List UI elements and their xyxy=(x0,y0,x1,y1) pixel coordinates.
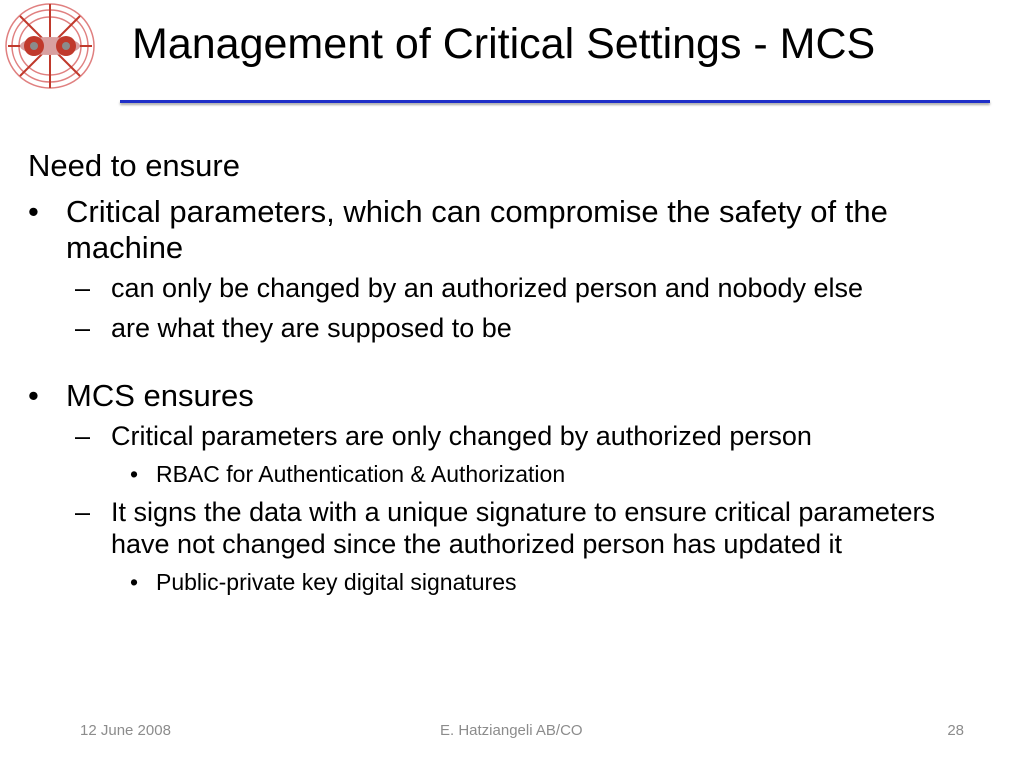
bullet-dot-icon: • xyxy=(130,461,139,487)
dash-icon: – xyxy=(75,313,91,343)
dash-icon: – xyxy=(75,421,91,451)
bullet-item xyxy=(28,378,958,414)
lhc-logo-icon xyxy=(0,0,100,94)
section-spacer xyxy=(28,352,958,378)
bullet-dot-icon: • xyxy=(28,378,39,413)
bullet-dot-icon: • xyxy=(130,569,139,595)
sub-sub-bullet-text: RBAC for Authentication & Authorization xyxy=(156,461,566,487)
footer-date: 12 June 2008 xyxy=(80,722,171,739)
footer-author: E. Hatziangeli AB/CO xyxy=(440,722,583,739)
dash-icon: – xyxy=(75,497,91,527)
intro-text: Need to ensure xyxy=(28,148,240,183)
sub-bullet-text: Critical parameters are only changed by authorized person xyxy=(111,421,812,451)
sub-bullet-item xyxy=(28,272,958,304)
sub-sub-bullet-item xyxy=(28,568,958,596)
bullet-text: MCS ensures xyxy=(66,378,254,413)
slide-title: Management of Critical Settings - MCS xyxy=(132,20,876,68)
bullet-text: Critical parameters, which can compromise the safety of the machine xyxy=(66,194,888,265)
sub-sub-bullet-item xyxy=(28,460,958,488)
sub-bullet-text: are what they are supposed to be xyxy=(111,313,512,343)
title-underline xyxy=(120,100,990,103)
sub-sub-bullet-text: Public-private key digital signatures xyxy=(156,569,517,595)
bullet-dot-icon: • xyxy=(28,194,39,229)
sub-bullet-item xyxy=(28,496,958,560)
sub-bullet-text: It signs the data with a unique signature to ensure critical parameters have not changed since the authorized person has updated it xyxy=(111,497,935,559)
bullet-item xyxy=(28,194,958,266)
slide-body xyxy=(28,148,958,604)
sub-bullet-item xyxy=(28,312,958,344)
dash-icon: – xyxy=(75,273,91,303)
sub-bullet-text: can only be changed by an authorized person and nobody else xyxy=(111,273,864,303)
page-number: 28 xyxy=(947,722,964,739)
sub-bullet-item xyxy=(28,420,958,452)
